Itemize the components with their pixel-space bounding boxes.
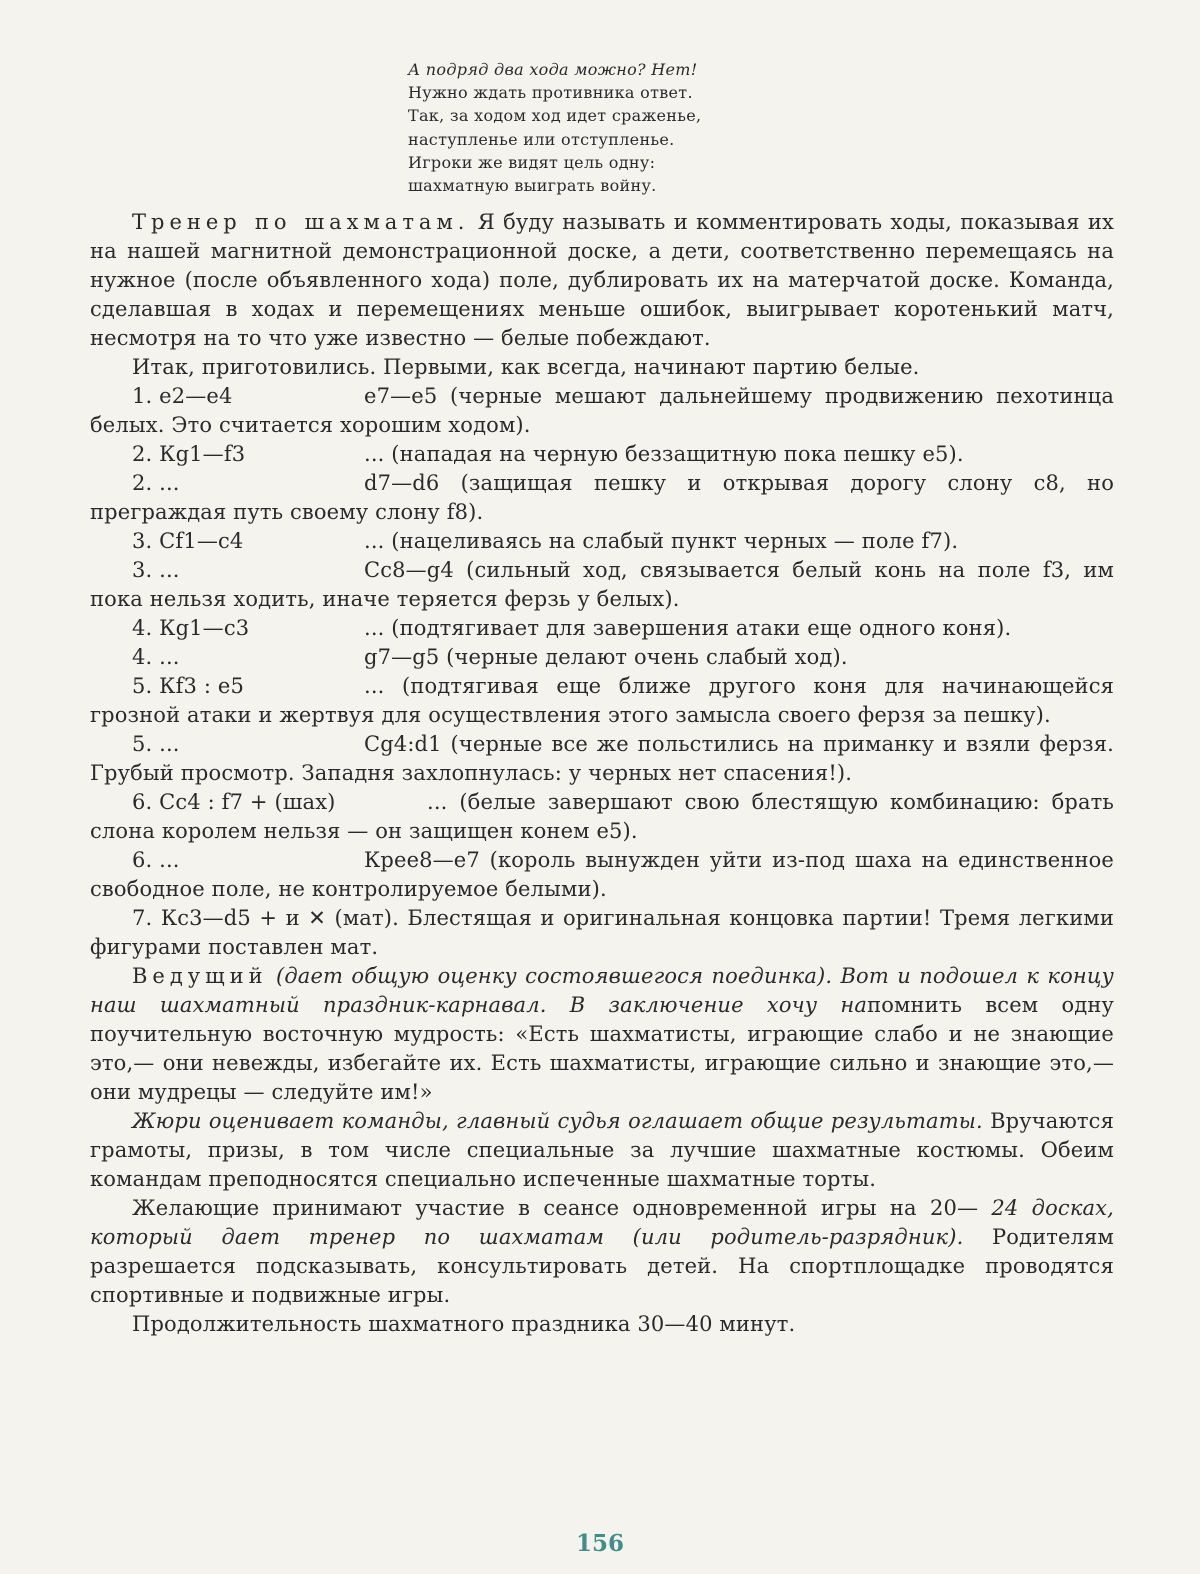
- speaker-name: Тренер по шахматам.: [132, 210, 470, 234]
- move-notation: 1. е2—е4: [132, 384, 233, 408]
- move-comment: е7—е5 (черные мешают дальнейшему продвижению пехотинца белых. Это считается хорошим ходом).: [90, 384, 1114, 437]
- simul-italic: 24 досках, который дает тренер по шахматам (или родитель-разрядник).: [90, 1196, 1114, 1249]
- move-comment: ... (подтягивает для завершения атаки еще одного коня).: [364, 616, 1012, 640]
- intro-paragraph: [90, 208, 1114, 353]
- poem-line: наступленье или отступленье.: [408, 129, 675, 149]
- move-notation: 3. ...: [132, 558, 180, 582]
- main-text: [90, 208, 1114, 1339]
- move-comment: d7—d6 (защищая пешку и открывая дорогу слону с8, но преграждая путь своему слону f8).: [90, 471, 1114, 524]
- move-comment: Блестящая и оригинальная концовка партии! Тремя легкими фигурами поставлен мат.: [90, 906, 1114, 959]
- move-comment: g7—g5 (черные делают очень слабый ход).: [364, 645, 848, 669]
- move-row: [90, 527, 1114, 556]
- duration-line: Продолжительность шахматного праздника 30—40 минут.: [132, 1312, 796, 1336]
- move-notation: 4. ...: [132, 645, 180, 669]
- jury-italic: Жюри оценивает команды, главный судья оглашает общие результаты.: [132, 1109, 983, 1133]
- start-line: Итак, приготовились. Первыми, как всегда, начинают партию белые.: [132, 355, 920, 379]
- poem-line: А подряд два хода можно? Нет!: [408, 60, 698, 79]
- move-row: [90, 440, 1114, 469]
- move-row: [90, 469, 1114, 527]
- move-comment: ... (нападая на черную беззащитную пока пешку е5).: [364, 442, 964, 466]
- move-comment: Сс8—g4 (сильный ход, связывается белый конь на поле f3, им пока нельзя ходить, иначе теряется ферзь у белых).: [90, 558, 1114, 611]
- move-notation: 5. Кf3 : е5: [132, 674, 244, 698]
- move-row: [90, 643, 1114, 672]
- move-notation: 2. ...: [132, 471, 180, 495]
- move-comment: ... (нацеливаясь на слабый пункт черных — поле f7).: [364, 529, 959, 553]
- move-notation: 6. Сс4 : f7 + (шах): [132, 790, 336, 814]
- move-row: [90, 730, 1114, 788]
- move-comment: Креe8—е7 (король вынужден уйти из-под шаха на единственное свободное поле, не контролируемое белыми).: [90, 848, 1114, 901]
- move-notation: 7. Кс3—d5 + и ✕ (мат).: [132, 906, 399, 930]
- host-text-italic: Вот и подошел к концу наш шахматный праздник-карнавал. В заключение хочу на: [90, 964, 1114, 1017]
- move-row: [90, 672, 1114, 730]
- move-comment: Сg4:d1 (черные все же польстились на приманку и взяли ферзя. Грубый просмотр. Западня захлопнулась: у черных нет спасения!).: [90, 732, 1114, 785]
- poem-line: шахматную выиграть войну.: [408, 176, 657, 196]
- poem-line: Так, за ходом ход идет сраженье,: [408, 106, 702, 126]
- simul-paragraph: [90, 1194, 1114, 1310]
- move-row: [90, 788, 1114, 846]
- move-row: [90, 846, 1114, 904]
- move-notation: 4. Кg1—c3: [132, 616, 250, 640]
- page-number: 156: [575, 1530, 624, 1557]
- host-text: помнить всем одну поучительную восточную мудрость: «Есть шахматисты, играющие слабо и не знающие это,— они невежды, избегайте их. Есть шахматисты, играющие сильно и знающие это,— они мудрецы — следуйте им!»: [90, 993, 1114, 1104]
- move-comment: ... (подтягивая еще ближе другого коня для начинающейся грозной атаки и жертвуя для осуществления этого замысла своего ферзя за пешку).: [90, 674, 1114, 727]
- jury-paragraph: [90, 1107, 1114, 1194]
- move-row: [90, 904, 1114, 962]
- move-comment: ... (белые завершают свою блестящую комбинацию: брать слона королем нельзя — он защищен конем е5).: [90, 790, 1114, 843]
- move-row: [90, 556, 1114, 614]
- move-notation: 2. Кg1—f3: [132, 442, 246, 466]
- simul-text-2: Родителям разрешается подсказывать, консультировать детей. На спортплощадке проводятся спортивные и подвижные игры.: [90, 1225, 1115, 1307]
- move-row: [90, 614, 1114, 643]
- move-notation: 5. ...: [132, 732, 180, 756]
- host-paragraph: [90, 962, 1114, 1107]
- move-notation: 3. Cf1—c4: [132, 529, 244, 553]
- poem-line: Игроки же видят цель одну:: [408, 152, 656, 172]
- intro-text: Я буду называть и комментировать ходы, показывая их на нашей магнитной демонстрационной доске, а дети, соответственно перемещаясь на нужное (после объявленного хода) поле, дублировать их на матерчатой доске. Команда, сделавшая в ходах и перемещениях меньше ошибок, выигрывает коротенький матч, несмотря на то что уже известно — белые побеждают.: [90, 210, 1114, 350]
- poem-line: Нужно ждать противника ответ.: [408, 83, 693, 103]
- epigraph-poem: [408, 58, 848, 197]
- simul-text: Желающие принимают участие в сеансе одновременной игры на 20—: [132, 1196, 979, 1220]
- jury-text: Вручаются грамоты, призы, в том числе специальные за лучшие шахматные костюмы. Обеим командам преподносятся специально испеченные шахматные торты.: [90, 1109, 1114, 1191]
- stage-direction: (дает общую оценку состоявшегося поединка).: [275, 964, 833, 988]
- move-notation: 6. ...: [132, 848, 180, 872]
- speaker-name: Ведущий: [132, 964, 268, 988]
- move-row: [90, 382, 1114, 440]
